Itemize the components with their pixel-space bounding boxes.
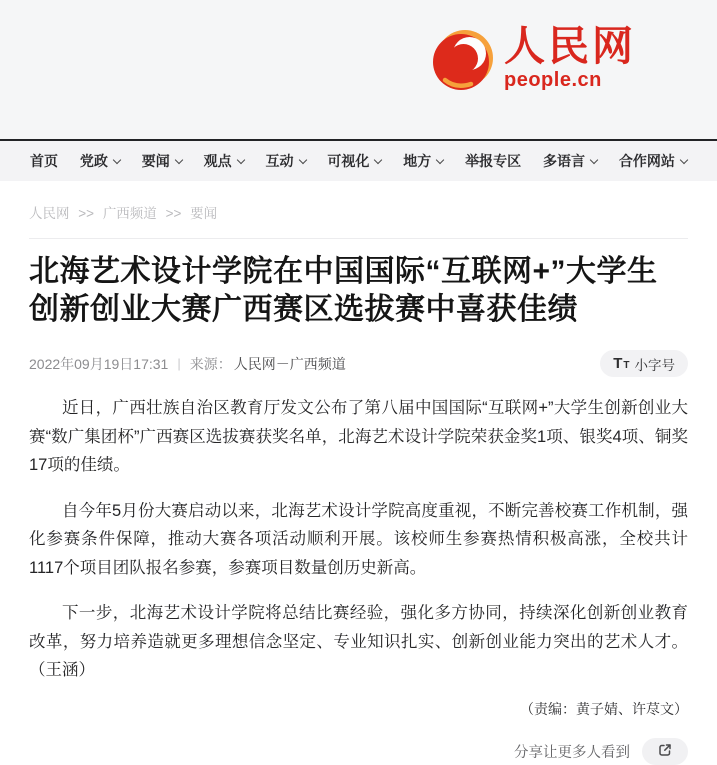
nav-item-interaction[interactable] (266, 151, 306, 171)
nav-item-local[interactable] (403, 151, 443, 171)
source-prefix: 来源： (189, 355, 232, 372)
breadcrumb-people[interactable]: 人民网 (29, 206, 70, 221)
nav-item-party-politics[interactable] (80, 151, 120, 171)
article-container (0, 181, 717, 765)
nav-item-label: 党政 (79, 153, 108, 169)
nav-item-partner-sites[interactable] (619, 151, 687, 171)
logo-text (504, 24, 636, 91)
nav-item-visualization[interactable] (327, 151, 381, 171)
article-meta (29, 354, 346, 374)
chevron-down-icon (298, 155, 306, 163)
people-cn-logo-icon (430, 28, 496, 94)
article-paragraph: 自今年5月份大赛启动以来，北海艺术设计学院高度重视，不断完善校赛工作机制，强化参赛条件保障，推动大赛各项活动顺利开展。该校师生参赛热情积极高涨，全校共计1117个项目团队报名参赛，参赛项目数量创历史新高。 (29, 501, 688, 577)
logo-name-cn: 人民网 (504, 22, 636, 70)
chevron-down-icon (680, 155, 688, 163)
nav-item-label: 地方 (403, 153, 432, 169)
main-nav (0, 141, 717, 181)
article-source[interactable]: 人民网－广西频道 (233, 355, 346, 372)
nav-item-label: 观点 (203, 153, 232, 169)
nav-item-label: 合作网站 (618, 153, 675, 169)
chevron-down-icon (590, 155, 598, 163)
article-title: 北海艺术设计学院在中国国际“互联网+”大学生创新创业大赛广西赛区选拔赛中喜获佳绩 (29, 255, 658, 326)
font-size-button[interactable] (600, 350, 688, 377)
font-size-icon-small: T (623, 359, 630, 371)
nav-item-opinions[interactable] (204, 151, 244, 171)
article-date: 2022年09月19日17:31 (29, 355, 169, 372)
breadcrumb-separator: >> (165, 206, 182, 221)
site-logo[interactable] (430, 24, 636, 94)
chevron-down-icon (236, 155, 244, 163)
breadcrumb (29, 181, 688, 222)
article-body (29, 394, 688, 685)
article-paragraph: 近日，广西壮族自治区教育厅发文公布了第八届中国国际“互联网+”大学生创新创业大赛“数广集团杯”广西赛区选拔赛获奖名单，北海艺术设计学院荣获金奖1项、银奖4项、铜奖17项的佳绩。 (29, 399, 688, 474)
nav-item-multilingual[interactable] (543, 151, 597, 171)
nav-item-label: 互动 (265, 153, 294, 169)
nav-item-label: 要闻 (141, 153, 170, 169)
chevron-down-icon (175, 155, 183, 163)
share-button[interactable] (642, 738, 688, 765)
chevron-down-icon (374, 155, 382, 163)
meta-separator: | (177, 356, 181, 371)
nav-item-label: 多语言 (543, 153, 585, 169)
font-size-icon: T (613, 355, 623, 372)
nav-item-label: 举报专区 (465, 153, 522, 169)
breadcrumb-top-news[interactable]: 要闻 (190, 206, 218, 221)
share-label: 分享让更多人看到 (514, 744, 630, 761)
breadcrumb-separator: >> (78, 206, 95, 221)
logo-name-en: people.cn (504, 69, 602, 91)
nav-item-label: 可视化 (327, 153, 370, 169)
font-size-label: 小字号 (634, 357, 675, 373)
article-meta-row (29, 350, 688, 377)
editor-note: （责编：黄子婧、许荩文） (520, 700, 688, 717)
nav-item-report-zone[interactable] (465, 151, 521, 171)
chevron-down-icon (113, 155, 121, 163)
site-header (0, 0, 717, 139)
share-icon (657, 742, 673, 761)
chevron-down-icon (436, 155, 444, 163)
breadcrumb-rule (29, 238, 688, 239)
nav-item-home[interactable] (30, 151, 58, 171)
nav-item-top-news[interactable] (142, 151, 182, 171)
nav-item-label: 首页 (30, 153, 58, 169)
share-row (29, 738, 688, 765)
breadcrumb-guangxi-channel[interactable]: 广西频道 (102, 206, 157, 221)
article-paragraph: 下一步，北海艺术设计学院将总结比赛经验，强化多方协同，持续深化创新创业教育改革，努力培养造就更多理想信念坚定、专业知识扎实、创新创业能力突出的艺术人才。（王涵） (29, 604, 688, 679)
